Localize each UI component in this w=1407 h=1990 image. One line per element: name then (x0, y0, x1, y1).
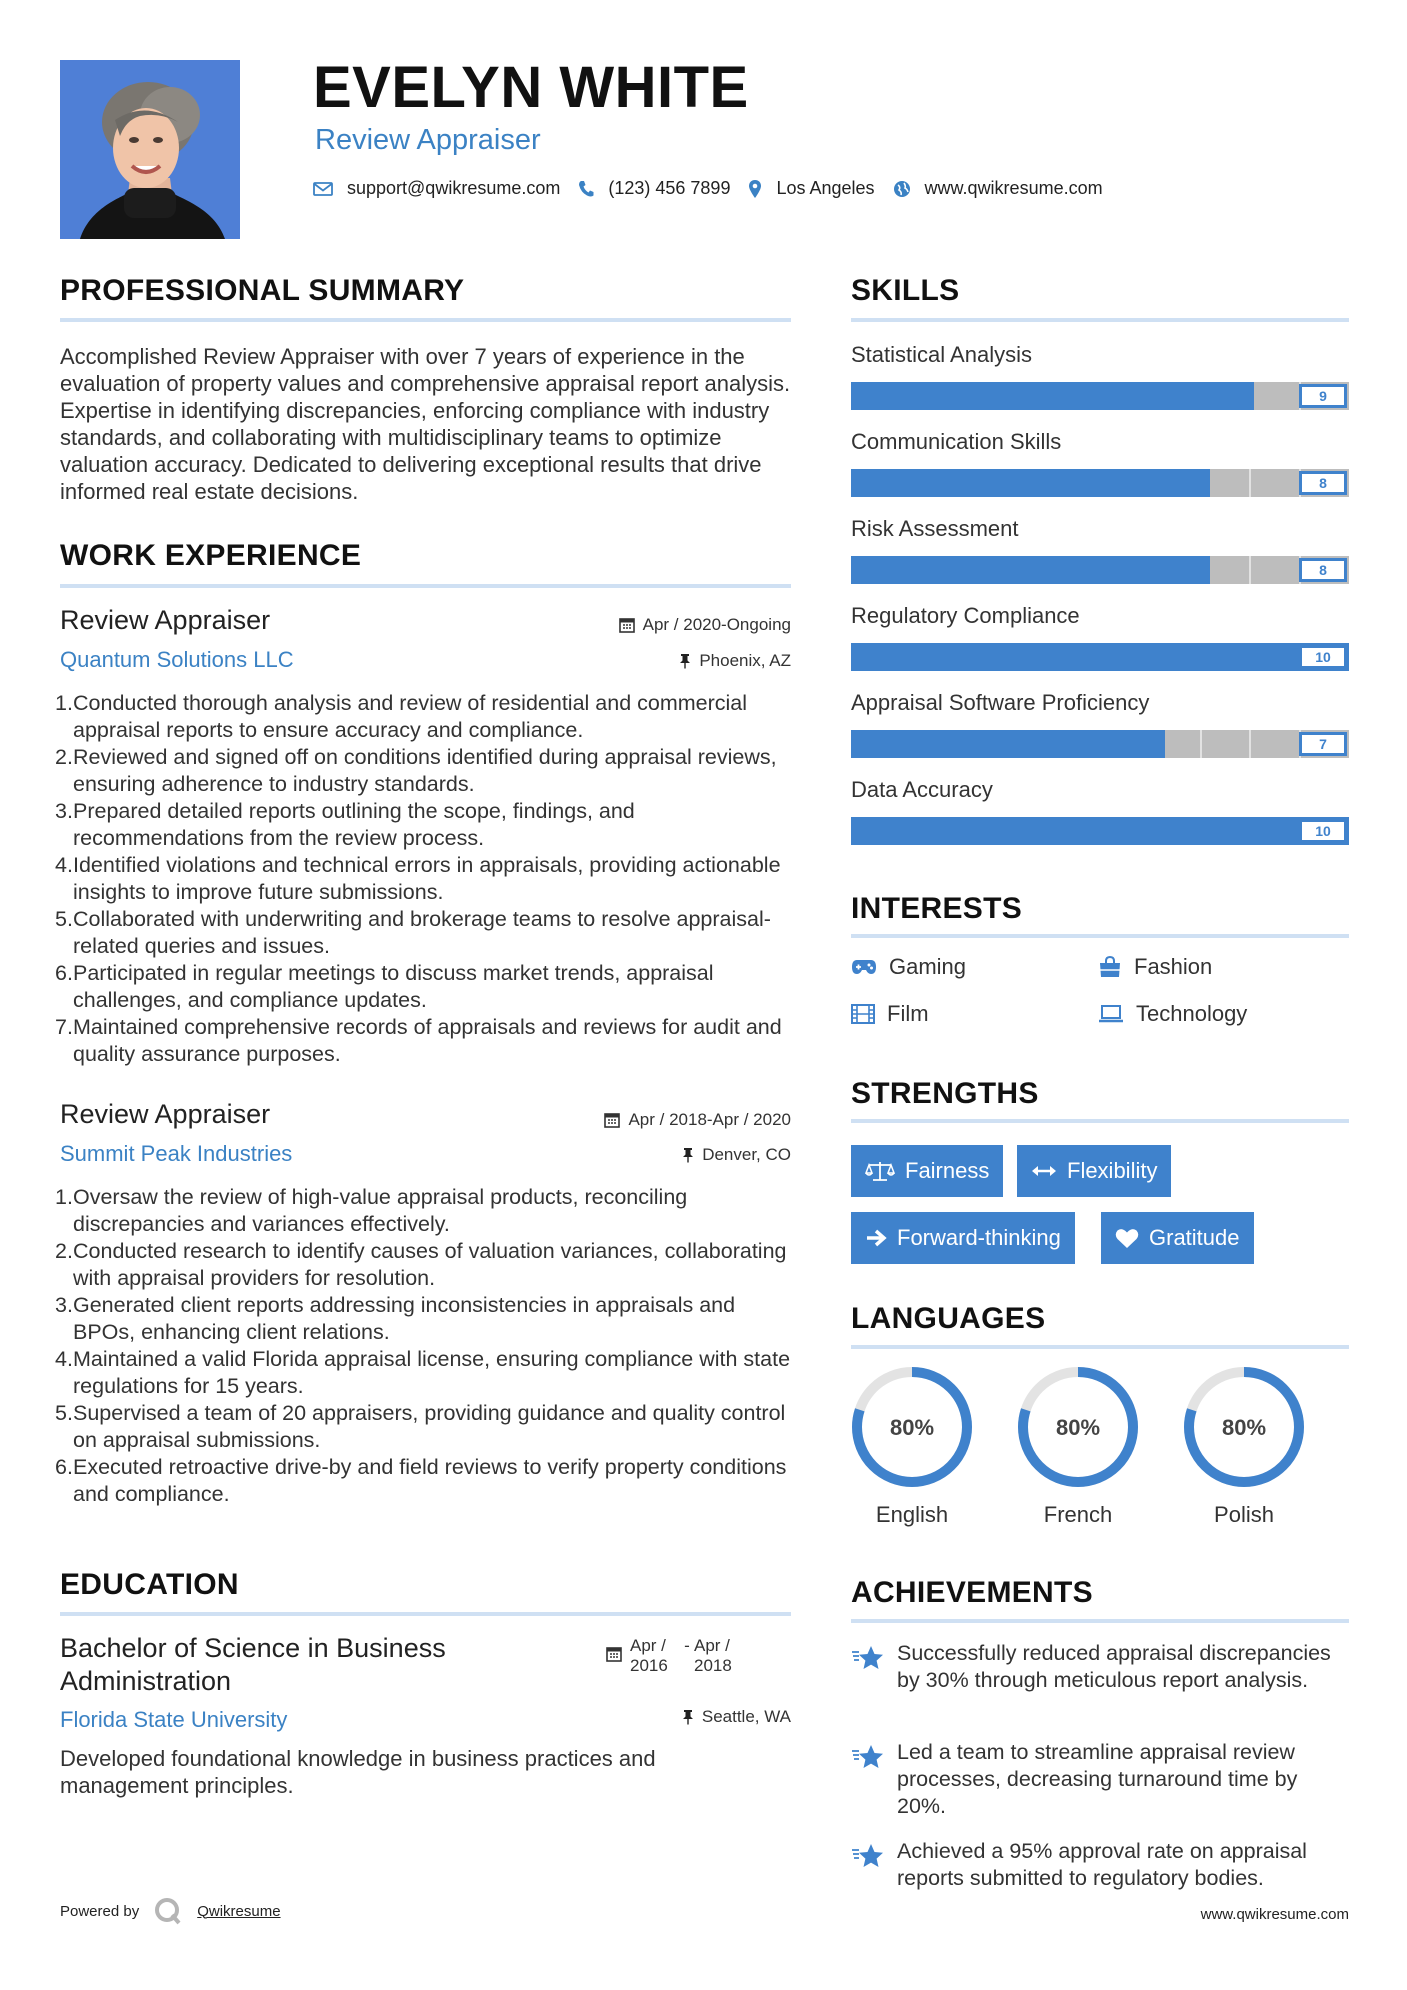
contact-bar (313, 178, 1121, 199)
skill-bar (851, 556, 1349, 584)
skill-level: 10 (1299, 819, 1347, 843)
skill-bar-divider (1200, 469, 1202, 497)
school-name: Florida State University (60, 1707, 288, 1732)
skill-bar-divider (901, 556, 903, 584)
skill-bar-fill (851, 469, 1210, 497)
balance-scale-icon (865, 1160, 895, 1182)
education-description: Developed foundational knowledge in business practices and management principles. (60, 1746, 656, 1798)
list-item: 4. Identified violations and technical errors in appraisals, providing actionable insights to improve future submissions. (55, 853, 781, 904)
list-item: 1. Conducted thorough analysis and review of residential and commercial appraisal reports to ensure accuracy and compliance. (55, 691, 748, 742)
candidate-name: EVELYN WHITE (313, 55, 749, 120)
skill-bar-divider (1249, 382, 1251, 410)
list-item: 6. Participated in regular meetings to discuss market trends, appraisal challenges, and compliance updates. (55, 961, 714, 1012)
skill-bar-divider (951, 817, 953, 845)
profile-photo (60, 60, 240, 239)
skill-name: Communication Skills (851, 429, 1062, 454)
skill-level: 10 (1299, 645, 1347, 669)
language-name: Polish (1214, 1502, 1274, 1527)
skills-heading: SKILLS (851, 274, 960, 307)
shopping-bag-icon (1098, 956, 1122, 978)
skill-bar-divider (1050, 469, 1052, 497)
skill-bar-divider (951, 469, 953, 497)
skill-bar (851, 382, 1349, 410)
pushpin-icon (682, 1709, 694, 1725)
language-percent: 80% (1221, 1415, 1267, 1440)
contact-location (748, 178, 874, 199)
job-location-text: Denver, CO (702, 1145, 791, 1164)
strength-label: Fairness (905, 1158, 990, 1183)
skill-bar-divider (901, 730, 903, 758)
language-ring (850, 1365, 974, 1489)
contact-phone[interactable] (578, 178, 730, 199)
interest-item (1098, 954, 1212, 980)
job-dates-text: Apr / 2018-Apr / 2020 (628, 1110, 791, 1129)
skill-level: 9 (1299, 384, 1347, 408)
language-name: English (875, 1502, 949, 1527)
language-ring (1016, 1365, 1140, 1489)
envelope-icon (313, 181, 333, 197)
arrows-horizontal-icon (1031, 1164, 1057, 1178)
skill-bar-divider (1150, 382, 1152, 410)
degree-title: Bachelor of Science in Business Administration (60, 1633, 446, 1696)
achievement-item (851, 1640, 1349, 1694)
list-item: 3. Prepared detailed reports outlining the scope, findings, and recommendations from the review process. (55, 799, 635, 850)
skill-bar-divider (1150, 556, 1152, 584)
summary-text: Accomplished Review Appraiser with over 7 years of experience in the evaluation of property values and comprehensive appraisal report analysis. Expertise in identifying discrepancies, enforcing compliance with industry standards, and collaborating with multidisciplinary teams to optimize valuation accuracy. Dedicated to delivering exceptional results that drive informed real estate decisions. (60, 344, 791, 504)
summary-divider (60, 318, 791, 322)
interests-divider (851, 934, 1349, 938)
location-text: Los Angeles (776, 178, 875, 198)
skill-bar-divider (1249, 643, 1251, 671)
website-text: www.qwikresume.com (924, 178, 1103, 198)
date-separator: - (684, 1636, 690, 1655)
footer-website[interactable]: www.qwikresume.com (1200, 1906, 1349, 1923)
skill-bar-divider (1200, 643, 1202, 671)
job-title: Review Appraiser (60, 1099, 271, 1129)
contact-email[interactable] (313, 178, 560, 199)
skill-bar-divider (1249, 817, 1251, 845)
strength-label: Gratitude (1149, 1225, 1240, 1250)
language-item (1016, 1365, 1140, 1528)
skill-bar-divider (1100, 643, 1102, 671)
calendar-icon (606, 1646, 622, 1662)
interest-item (851, 1001, 929, 1027)
skill-bar-divider (1150, 469, 1152, 497)
skill-bar-divider (951, 556, 953, 584)
star-award-icon (851, 1743, 885, 1773)
film-icon (851, 1004, 875, 1024)
achievement-text: Achieved a 95% approval rate on appraisal reports submitted to regulatory bodies. (897, 1839, 1307, 1890)
experience-divider (60, 584, 791, 588)
education-end: Apr / 2018 (694, 1636, 732, 1675)
language-item (1182, 1365, 1306, 1528)
calendar-icon (619, 617, 635, 633)
achievement-text: Successfully reduced appraisal discrepancies by 30% through meticulous report analysis. (897, 1641, 1331, 1692)
job-title: Review Appraiser (60, 605, 271, 635)
skill-bar-divider (1000, 817, 1002, 845)
interest-label: Fashion (1134, 954, 1213, 979)
skill-name: Data Accuracy (851, 777, 993, 802)
education-location-text: Seattle, WA (701, 1707, 791, 1726)
interest-label: Technology (1136, 1001, 1248, 1026)
skill-bar (851, 817, 1349, 845)
phone-text: (123) 456 7899 (608, 178, 731, 198)
skill-bar-divider (1249, 469, 1251, 497)
skill-bar-divider (1150, 730, 1152, 758)
language-percent: 80% (889, 1415, 935, 1440)
job-bullets (55, 1184, 795, 1508)
skill-bar-divider (1249, 556, 1251, 584)
skill-bar-divider (951, 643, 953, 671)
education-divider (60, 1612, 791, 1616)
star-award-icon (851, 1842, 885, 1872)
skill-bar-fill (851, 382, 1254, 410)
list-item: 5. Supervised a team of 20 appraisers, providing guidance and quality control on appraisal submissions. (55, 1401, 786, 1452)
star-award-icon (851, 1644, 885, 1674)
calendar-icon (604, 1112, 620, 1128)
skill-bar (851, 730, 1349, 758)
skill-bar-divider (1050, 556, 1052, 584)
job-dates (480, 1110, 791, 1130)
job-location (480, 651, 791, 671)
education-start: Apr / 2016 (630, 1636, 668, 1675)
skill-bar (851, 643, 1349, 671)
job-dates-text: Apr / 2020-Ongoing (642, 615, 791, 634)
skill-bar-divider (1000, 556, 1002, 584)
gamepad-icon (851, 958, 877, 976)
skill-bar-divider (951, 730, 953, 758)
interest-item (1098, 1001, 1247, 1027)
language-name: French (1043, 1502, 1113, 1527)
skill-bar-divider (1050, 643, 1052, 671)
globe-icon (893, 180, 911, 198)
education-dates (606, 1636, 744, 1676)
achievements-heading: ACHIEVEMENTS (851, 1576, 1093, 1609)
skill-bar-divider (901, 382, 903, 410)
skill-bar-divider (1100, 730, 1102, 758)
skill-bar-fill (851, 556, 1210, 584)
job-location (480, 1145, 791, 1165)
education-location (480, 1707, 791, 1727)
list-item: 2. Conducted research to identify causes of valuation variances, collaborating with appraisal providers for resolution. (55, 1239, 787, 1290)
education-heading: EDUCATION (60, 1568, 239, 1601)
skill-bar-divider (1000, 382, 1002, 410)
skill-bar-divider (1100, 817, 1102, 845)
list-item: 2. Reviewed and signed off on conditions identified during appraisal reviews, ensuring adherence to industry standards. (55, 745, 777, 796)
powered-by-text: Powered by (60, 1902, 140, 1920)
list-item: 7. Maintained comprehensive records of appraisals and reviews for audit and quality assurance purposes. (55, 1015, 782, 1066)
skill-bar (851, 469, 1349, 497)
experience-heading: WORK EXPERIENCE (60, 539, 362, 572)
pushpin-icon (682, 1147, 694, 1163)
strengths-heading: STRENGTHS (851, 1077, 1039, 1110)
strength-badge (1017, 1145, 1171, 1197)
laptop-icon (1098, 1005, 1124, 1023)
achievements-divider (851, 1619, 1349, 1623)
contact-website[interactable] (893, 178, 1103, 199)
job-location-text: Phoenix, AZ (699, 651, 791, 670)
skill-bar-divider (1000, 643, 1002, 671)
skill-name: Appraisal Software Proficiency (851, 690, 1150, 715)
achievement-item (851, 1838, 1349, 1892)
skill-bar-divider (901, 643, 903, 671)
brand-link[interactable]: Qwikresume (197, 1902, 281, 1920)
skill-bar-divider (1200, 817, 1202, 845)
skill-bar-divider (951, 382, 953, 410)
summary-heading: PROFESSIONAL SUMMARY (60, 274, 465, 307)
interest-item (851, 954, 966, 980)
list-item: 4. Maintained a valid Florida appraisal license, ensuring compliance with state regulations for 15 years. (55, 1347, 791, 1398)
skill-bar-fill (851, 730, 1165, 758)
skill-bar-divider (901, 817, 903, 845)
achievement-item (851, 1739, 1349, 1820)
languages-divider (851, 1345, 1349, 1349)
strength-badge (851, 1212, 1075, 1264)
job-company: Summit Peak Industries (60, 1141, 293, 1166)
strength-badge (1101, 1212, 1254, 1264)
skill-bar-divider (1000, 469, 1002, 497)
skill-bar-divider (1000, 730, 1002, 758)
candidate-title: Review Appraiser (315, 124, 541, 156)
list-item: 1. Oversaw the review of high-value appraisal products, reconciling discrepancies and variances effectively. (55, 1185, 688, 1236)
skill-name: Regulatory Compliance (851, 603, 1080, 628)
qwikresume-logo-icon (153, 1896, 183, 1926)
email-text: support@qwikresume.com (347, 178, 561, 198)
interest-label: Gaming (889, 954, 967, 979)
skill-bar-divider (1150, 643, 1152, 671)
strength-label: Flexibility (1067, 1158, 1158, 1183)
phone-icon (578, 180, 594, 198)
skill-bar-divider (1200, 730, 1202, 758)
skill-level: 8 (1299, 471, 1347, 495)
skill-bar-divider (1100, 469, 1102, 497)
language-percent: 80% (1055, 1415, 1101, 1440)
skill-name: Statistical Analysis (851, 342, 1032, 367)
job-company: Quantum Solutions LLC (60, 647, 294, 672)
skill-level: 7 (1299, 732, 1347, 756)
list-item: 5. Collaborated with underwriting and brokerage teams to resolve appraisal-related queries and issues. (55, 907, 771, 958)
skill-bar-divider (1100, 382, 1102, 410)
strengths-divider (851, 1119, 1349, 1123)
skill-level: 8 (1299, 558, 1347, 582)
language-ring (1182, 1365, 1306, 1489)
languages-heading: LANGUAGES (851, 1302, 1046, 1335)
interests-heading: INTERESTS (851, 892, 1023, 925)
strength-badge (851, 1145, 1003, 1197)
skill-bar-divider (1050, 817, 1052, 845)
achievement-text: Led a team to streamline appraisal review processes, decreasing turnaround time by 20%. (897, 1740, 1298, 1818)
skill-bar-divider (1200, 556, 1202, 584)
skill-bar-divider (1249, 730, 1251, 758)
strength-label: Forward-thinking (897, 1225, 1061, 1250)
map-pin-icon (748, 179, 762, 199)
language-item (850, 1365, 974, 1528)
skill-name: Risk Assessment (851, 516, 1019, 541)
list-item: 3. Generated client reports addressing inconsistencies in appraisals and BPOs, enhancing client relations. (55, 1293, 736, 1344)
arrow-right-icon (865, 1228, 887, 1248)
skill-bar-divider (1050, 730, 1052, 758)
pushpin-icon (679, 653, 691, 669)
footer-powered-by (60, 1896, 281, 1926)
skill-bar-divider (1050, 382, 1052, 410)
skill-bar-divider (1150, 817, 1152, 845)
interest-label: Film (887, 1001, 929, 1026)
skills-divider (851, 318, 1349, 322)
job-bullets (55, 690, 795, 1068)
list-item: 6. Executed retroactive drive-by and field reviews to verify property conditions and compliance. (55, 1455, 787, 1506)
heart-icon (1115, 1228, 1139, 1249)
skill-bar-divider (901, 469, 903, 497)
skill-bar-divider (1200, 382, 1202, 410)
skill-bar-divider (1100, 556, 1102, 584)
job-dates (480, 615, 791, 635)
